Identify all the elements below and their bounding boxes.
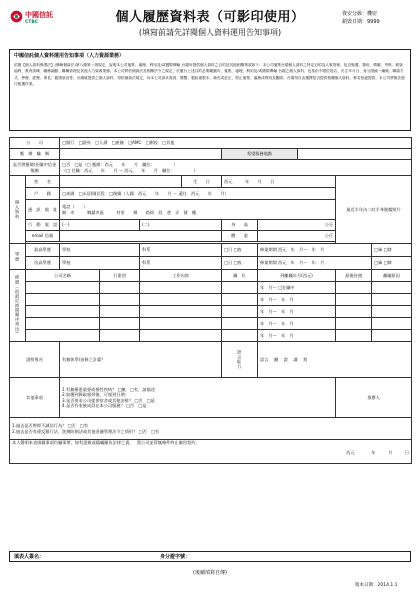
exp-cell[interactable] <box>26 306 100 318</box>
retention-date: 銷毀日期：9999 <box>342 19 380 25</box>
address-field[interactable] <box>60 200 336 220</box>
relation-value: □否 □是（□ 應徵：西元 年 月 職位： ） <box>62 162 178 168</box>
declaration-text: 本人聲明本表填載事項均屬事實，如有誑報或隱瞞願負法律之責， 貴公司並得無條件終止僱用契約。 <box>12 440 200 445</box>
notice-body: 依據【個人資料保護法】(簡稱個資法)第八條第一項規定，說明本公司蒐集、處理、利用及/或國際傳輸 台端所提供個人資料之目的及其他相關事項如下：本公司蒐集台端個人資料之特定目的為人事管理，包含甄選、錄用、聘僱、考核、薪資福利、教育訓練、職務調動、離職管理及其他人力資源業務。本公司將依個資法及相關法令之規定，於履行上述目的必要範圍內，蒐集、處理、利用及/或國際傳輸 台端之個人資料，包括但不限於姓名、出生年月日、身分證統一編號、聯絡方式、學歷、經歷、專長、健康狀況等。台端就提供之個人資料，得依個資法規定，向本公司請求查詢、閱覽、製給複製本、補充或更正、停止蒐集、處理或利用及刪除。台端得自由選擇是否提供相關個人資料，惟若拒絕提供，本公司將無法進行甄選作業。 <box>14 63 405 86</box>
id-number-label: 身分證字號： <box>160 554 191 560</box>
edu-high-period[interactable]: 修業期間 西元 年 月～ 年 月 <box>258 244 372 257</box>
recommender-label: 推薦人 <box>336 378 412 418</box>
lang-header: 讀 <box>293 356 298 362</box>
exp-cell[interactable] <box>26 282 100 294</box>
exp-cell[interactable] <box>140 294 222 306</box>
lang-header: 寫 <box>303 356 308 362</box>
mobile-label: 行 動 電 話 <box>26 220 60 231</box>
table-row <box>10 330 412 342</box>
exp-period[interactable]: 年 月～ 年 月 <box>258 306 336 318</box>
household-label: 戶 籍 <box>26 188 60 200</box>
language-grid <box>258 342 412 378</box>
exp-cell[interactable] <box>26 318 100 330</box>
lang-header: 語言 <box>260 356 269 362</box>
exp-cell[interactable] <box>336 330 372 342</box>
exp-period[interactable]: 年 月～ 年 月 <box>258 330 336 342</box>
location-field[interactable] <box>298 149 412 160</box>
exp-cell[interactable] <box>140 318 222 330</box>
exp-cell[interactable] <box>100 294 140 306</box>
exp-period[interactable]: 年 月～ 年 月 <box>258 318 336 330</box>
resume-form <box>9 137 412 464</box>
integrity-questions[interactable] <box>10 418 412 440</box>
edu-high-school[interactable]: 學校 <box>60 244 140 257</box>
notice-heading: 中國信託個人資料運用告知事項（人力資源業務） <box>14 53 125 59</box>
relation-field[interactable] <box>60 160 412 176</box>
document-meta <box>342 10 380 26</box>
position-label: 應 徵 職 稱 <box>10 149 60 160</box>
privacy-notice <box>9 49 411 131</box>
edu-second-degree[interactable]: □日 □夜 <box>222 257 258 270</box>
lang-header: 聽 <box>273 356 279 362</box>
position-field[interactable] <box>60 149 222 160</box>
weight-field[interactable]: 公斤 <box>258 231 336 242</box>
table-row <box>10 306 412 318</box>
exp-header-salary: 最後待遇 <box>336 270 372 282</box>
edu-second-period[interactable]: 修業期間 西元 年 月～ 年 月 <box>258 257 372 270</box>
exp-period[interactable]: 年 月～ 年 月 <box>258 294 336 306</box>
exp-cell[interactable] <box>336 282 372 294</box>
height-field[interactable]: 公分 <box>258 220 336 231</box>
edu-high-grad[interactable]: □畢 □肄 <box>372 244 412 257</box>
edu-second-grad[interactable]: □畢 □肄 <box>372 257 412 270</box>
exp-cell[interactable] <box>100 330 140 342</box>
other-label: 其他事項 <box>10 378 60 418</box>
location-label: 希望服務地點 <box>222 149 298 160</box>
exp-cell[interactable] <box>336 318 372 330</box>
logo-text-cn: 中國信託 <box>25 11 53 19</box>
other-q2: 2.如獲到錄取報到後，可報到日期： <box>62 392 129 398</box>
birth-field[interactable]: 西元 年 月 日 <box>222 176 336 188</box>
weight-label: 體 重 <box>222 231 258 242</box>
exp-cell[interactable] <box>222 318 258 330</box>
relation-label: 是否曾應徵/任職中信金集團 <box>10 160 60 176</box>
exp-cell[interactable] <box>140 306 222 318</box>
exp-period-current[interactable]: 年 月～ □在職中 <box>258 282 336 294</box>
exp-header-title: 職 位 <box>222 270 258 282</box>
exp-cell[interactable] <box>372 294 412 306</box>
edu-second-label: 次高學歷 <box>26 257 60 270</box>
table-row <box>10 294 412 306</box>
company-label: 公 司 <box>10 138 60 149</box>
exp-cell[interactable] <box>100 306 140 318</box>
page-title: 個人履歷資料表（可影印使用） <box>115 10 305 25</box>
other-q4: 4.是否有家族成員在本公司服務？ □否 □是 <box>62 402 147 408</box>
company-options[interactable]: □銀行 □證券 □人壽 □產險 □AMC □創投 □其他 <box>60 138 412 149</box>
edu-second-school[interactable]: 學校 <box>60 257 140 270</box>
footnote: (後續填寫自傳) <box>193 570 227 576</box>
edu-second-dept[interactable]: 科系 <box>140 257 222 270</box>
exp-header-reason: 離職原因 <box>372 270 412 282</box>
exp-header-duty: 工作內容 <box>140 270 222 282</box>
exp-header-period: 到離職年月(西元) <box>258 270 336 282</box>
language-label: 語言能力 <box>222 342 258 378</box>
skills-label: 證照專長 <box>10 342 60 378</box>
exp-cell[interactable] <box>140 282 222 294</box>
cert-question[interactable]: 有無休學/退修之計畫？ <box>60 342 222 378</box>
personal-section-label: 個人資料 <box>10 176 26 244</box>
edu-high-degree[interactable]: □日 □夜 <box>222 244 258 257</box>
exp-cell[interactable] <box>336 306 372 318</box>
name-label: 姓 名 <box>26 176 60 188</box>
signature-row <box>9 551 411 562</box>
home-phone-field[interactable]: (一) <box>60 220 140 231</box>
exp-cell[interactable] <box>336 294 372 306</box>
exp-cell[interactable] <box>26 294 100 306</box>
other-q3: 3.是否要求公司提供宿舍或其他安排？ □否 □是 <box>62 397 155 403</box>
sign-q2: 2.過去是否有違反銀行法、洗錢防制法或其他金融管理法令之情形？ □否 □有 <box>12 428 160 434</box>
household-field[interactable]: □本國 □永居/國民役 □後續（入籍 西元 年 月 ～ 還住 西元 年 月） <box>60 188 336 200</box>
experience-section-label: 經歷（依最近時間順序列出） <box>10 270 26 342</box>
exp-cell[interactable] <box>372 306 412 318</box>
version-date: 版本日期：2014.1.1 <box>355 583 398 588</box>
exp-cell[interactable] <box>100 282 140 294</box>
name-field[interactable] <box>60 176 182 188</box>
edu-high-label: 最高學歷 <box>26 244 60 257</box>
address-phone: 電話（ ） <box>62 204 88 210</box>
height-label: 身 高 <box>222 220 258 231</box>
office-phone-field[interactable]: (二) <box>140 220 222 231</box>
page-subtitle: (填寫前請先詳閱個人資料運用告知事項) <box>138 28 282 37</box>
exp-cell[interactable] <box>222 330 258 342</box>
other-q1: 1.有無罹患重要或慢性疾病？ □無 □有，請描述： <box>62 387 160 392</box>
table-row <box>10 282 412 294</box>
exp-header-company: 公司名稱 <box>26 270 100 282</box>
exp-cell[interactable] <box>372 282 412 294</box>
edu-high-dept[interactable]: 科系 <box>140 244 222 257</box>
exp-cell[interactable] <box>222 294 258 306</box>
declaration-date: 西元 年 月 日 <box>346 450 410 456</box>
exp-cell[interactable] <box>222 306 258 318</box>
table-row <box>10 318 412 330</box>
applicant-signature-label: 填表人簽名： <box>14 554 45 560</box>
lang-header: 說 <box>283 356 288 362</box>
security-classification: 資安分級：機密 <box>342 11 378 17</box>
exp-cell[interactable] <box>372 318 412 330</box>
logo-text-en: CTBC <box>25 20 39 25</box>
address-parts: 縣 市 鄉鎮市區 村里 鄰 路街 段 巷 弄 號 樓 <box>62 209 197 215</box>
exp-header-industry: 行業別 <box>100 270 140 282</box>
email-label: email 信箱 <box>26 231 60 242</box>
email-field[interactable] <box>60 231 222 242</box>
address-label: 通 訊 地 址 <box>26 200 60 220</box>
relation-value-2: （□ 任職：西元 年 月 ～ 西元 年 月 職位： ） <box>62 167 198 173</box>
sign-q1: 1.過去是否曾經不誠信行為？ □否 □有 <box>12 423 89 429</box>
declaration-cell <box>10 440 412 464</box>
exp-cell[interactable] <box>100 318 140 330</box>
exp-cell[interactable] <box>372 330 412 342</box>
exp-cell[interactable] <box>26 330 100 342</box>
education-section-label: 學歷 <box>10 244 26 270</box>
exp-cell[interactable] <box>222 282 258 294</box>
exp-cell[interactable] <box>140 330 222 342</box>
birth-label: 生 日 <box>182 176 222 188</box>
other-questions[interactable] <box>60 378 336 418</box>
photo-box: 最近半年內二吋半身脫帽照片 <box>336 176 412 244</box>
